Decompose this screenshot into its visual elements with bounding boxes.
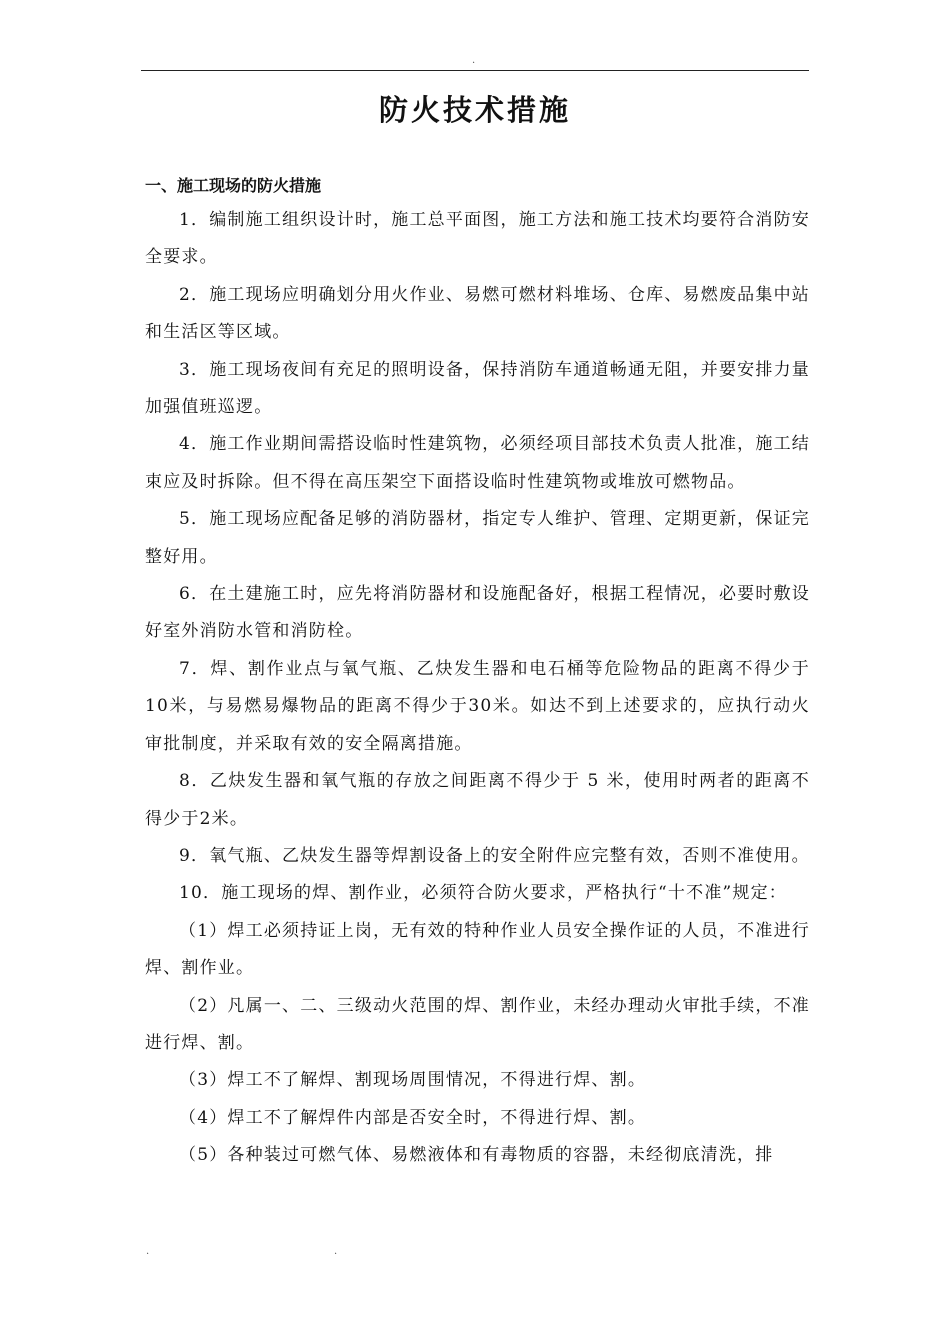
paragraph-2: 2．施工现场应明确划分用火作业、易燃可燃材料堆场、仓库、易燃废品集中站和生活区等区域。: [145, 284, 810, 343]
paragraph-8: 8．乙炔发生器和氧气瓶的存放之间距离不得少于 5 米，使用时两者的距离不得少于2米。: [145, 771, 810, 829]
document-title: 防火技术措施: [378, 93, 571, 127]
sub-item-5: （5）各种装过可燃气体、易燃液体和有毒物质的容器，未经彻底清洗，排: [179, 1145, 774, 1166]
header-rule: [141, 70, 809, 71]
sub-item-4: （4）焊工不了解焊件内部是否安全时，不得进行焊、割。: [179, 1107, 647, 1128]
paragraph-7: 7．焊、割作业点与氧气瓶、乙炔发生器和电石桶等危险物品的距离不得少于10米，与易燃易爆物品的距离不得少于30米。如达不到上述要求的，应执行动火审批制度，并采取有效的安全隔离措施。: [145, 658, 810, 754]
document-body: [145, 170, 810, 1175]
footer-dot-right: .: [334, 1246, 338, 1257]
paragraph-4: 4．施工作业期间需搭设临时性建筑物，必须经项目部技术负责人批准，施工结束应及时拆除。但不得在高压架空下面搭设临时性建筑物或堆放可燃物品。: [145, 434, 810, 492]
sub-item-3: （3）焊工不了解焊、割现场周围情况，不得进行焊、割。: [179, 1070, 647, 1091]
sub-item-2: （2）凡属一、二、三级动火范围的焊、割作业，未经办理动火审批手续，不准进行焊、割。: [145, 995, 810, 1053]
header-dot: .: [472, 55, 476, 66]
paragraph-9: 9．氧气瓶、乙炔发生器等焊割设备上的安全附件应完整有效，否则不准使用。: [179, 845, 810, 866]
paragraph-5: 5．施工现场应配备足够的消防器材，指定专人维护、管理、定期更新，保证完整好用。: [145, 509, 810, 567]
paragraph-1: 1．编制施工组织设计时，施工总平面图，施工方法和施工技术均要符合消防安全要求。: [145, 210, 810, 268]
paragraph-3: 3．施工现场夜间有充足的照明设备，保持消防车通道畅通无阻，并要安排力量加强值班巡逻。: [145, 359, 810, 418]
section-heading: 一、施工现场的防火措施: [145, 176, 322, 195]
paragraph-6: 6．在土建施工时，应先将消防器材和设施配备好，根据工程情况，必要时敷设好室外消防水管和消防栓。: [145, 584, 810, 642]
paragraph-10: 10．施工现场的焊、割作业，必须符合防火要求，严格执行“十不准”规定：: [179, 883, 788, 904]
sub-item-1: （1）焊工必须持证上岗，无有效的特种作业人员安全操作证的人员，不准进行焊、割作业。: [145, 920, 810, 979]
footer-dot-left: .: [146, 1246, 150, 1257]
